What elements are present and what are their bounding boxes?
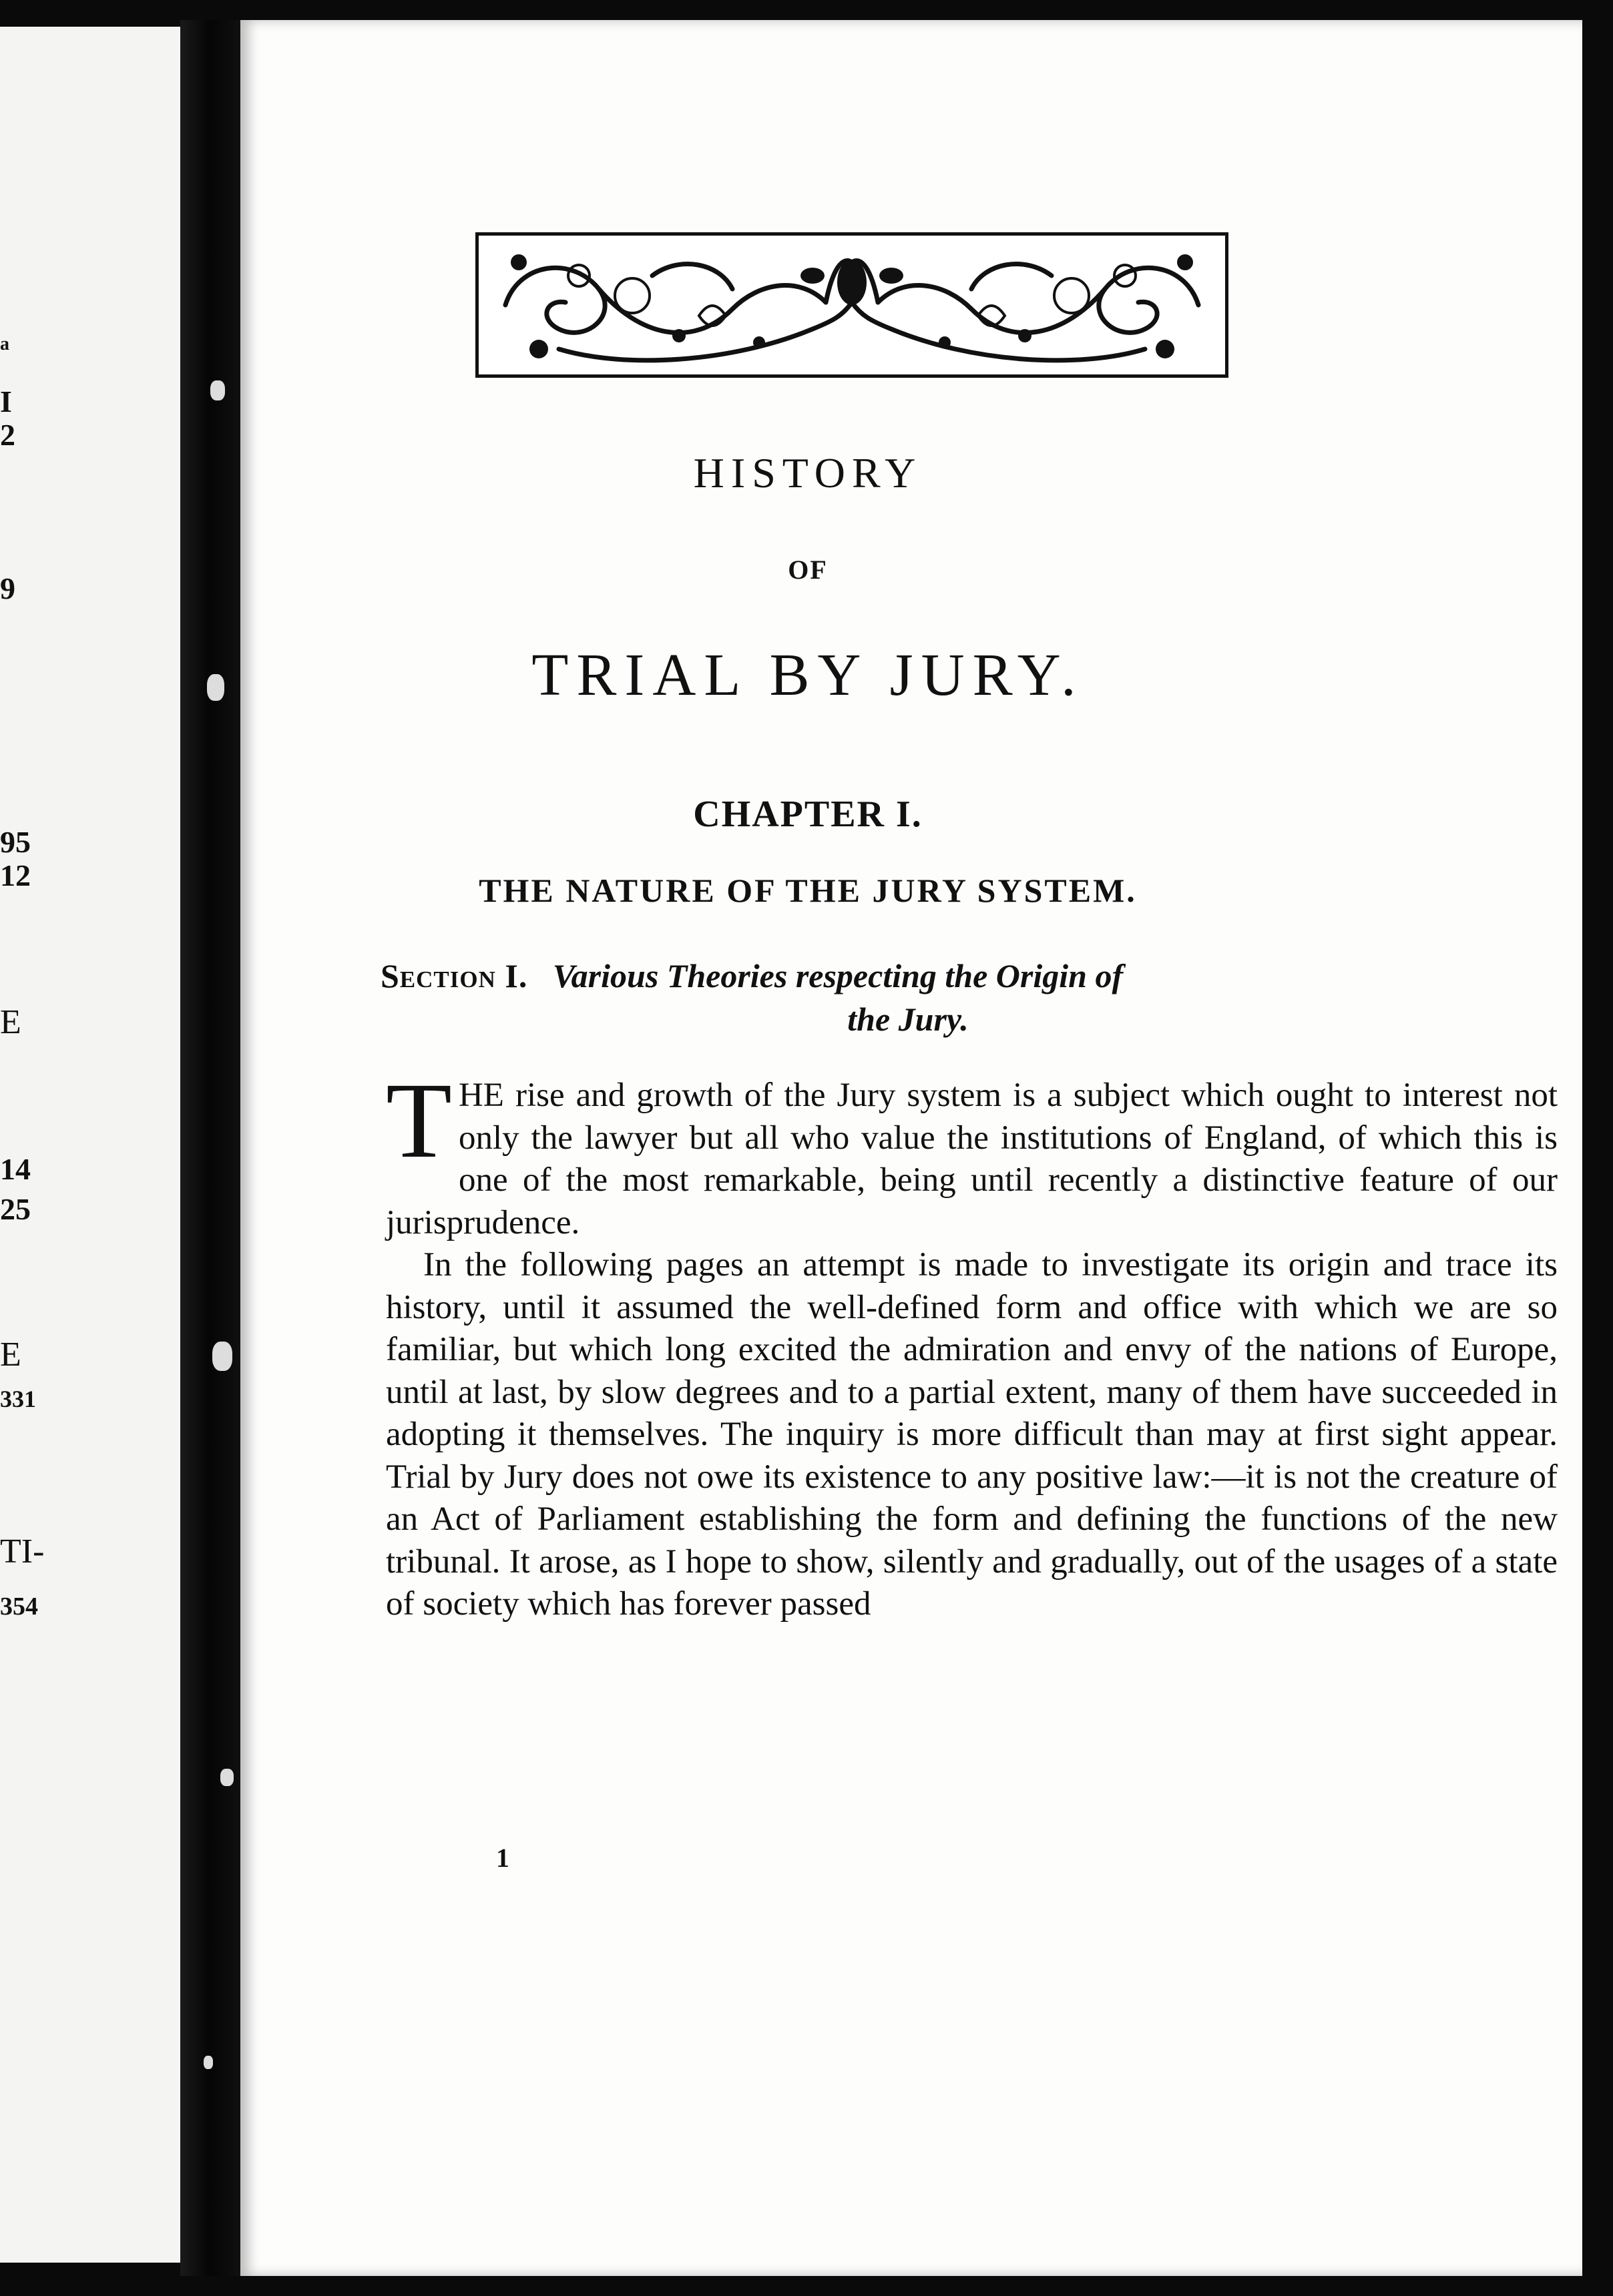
margin-mark: 12 — [0, 858, 31, 892]
body-text — [386, 1061, 1558, 1626]
book-page — [240, 20, 1582, 2276]
gutter-speck — [204, 2056, 213, 2069]
book-title-line-2: OF — [788, 555, 828, 585]
paragraph-text: HE rise and growth of the Jury system is a subject which ought to interest not only the lawyer but all who value the institutions of England, of which this is one of the most remarkable, being until recently a distinctive feature of our jurisprudence. — [386, 1077, 1558, 1241]
margin-mark: 25 — [0, 1192, 31, 1226]
drop-cap: T — [386, 1061, 452, 1181]
left-facing-page — [0, 27, 181, 2263]
margin-mark: E — [0, 1003, 21, 1041]
book-title-line-3: TRIAL BY JURY. — [531, 642, 1084, 708]
ornamental-scroll-headpiece-icon — [475, 232, 1228, 378]
margin-mark: 9 — [0, 571, 15, 605]
margin-mark: TI- — [0, 1532, 45, 1570]
margin-mark: 354 — [0, 1593, 38, 1621]
book-title-line-1: HISTORY — [693, 449, 923, 497]
margin-mark: 331 — [0, 1386, 36, 1412]
chapter-subheading: THE NATURE OF THE JURY SYSTEM. — [479, 872, 1137, 909]
margin-mark: 2 — [0, 418, 15, 452]
margin-mark: E — [0, 1336, 21, 1374]
margin-mark: 95 — [0, 825, 31, 859]
chapter-heading: CHAPTER I. — [693, 794, 923, 835]
section-title-continued: the Jury. — [847, 1000, 969, 1038]
section-heading — [381, 951, 1576, 1000]
paragraph: In the following pages an attempt is made to investigate its origin and trace its history, until it assumed the well-defined form and office with which we are so familiar, but which long excited the admiration and envy of the nations of Europe, until at last, by slow degrees and to a partial extent, many of them have succeeded in adopting it themselves. The inquiry is more difficult than may at first sight appear. Trial by Jury does not owe its existence to any positive law:—it is not the creature of an Act of Parliament establishing the form and defining the functions of the new tribunal. It arose, as I hope to show, silently and gradually, out of the usages of a state of society which has forever passed — [386, 1246, 1558, 1623]
gutter-speck — [212, 1342, 232, 1371]
paragraph — [386, 1061, 1558, 1244]
gutter-speck — [210, 380, 225, 400]
margin-mark: a — [0, 334, 9, 354]
page-number: 1 — [496, 1843, 509, 1873]
margin-mark: 14 — [0, 1152, 31, 1186]
gutter-speck — [220, 1769, 234, 1786]
margin-mark: I — [0, 384, 12, 418]
section-label: Section I. — [381, 957, 528, 994]
gutter-speck — [207, 674, 224, 701]
section-title: Various Theories respecting the Origin of — [552, 957, 1124, 994]
